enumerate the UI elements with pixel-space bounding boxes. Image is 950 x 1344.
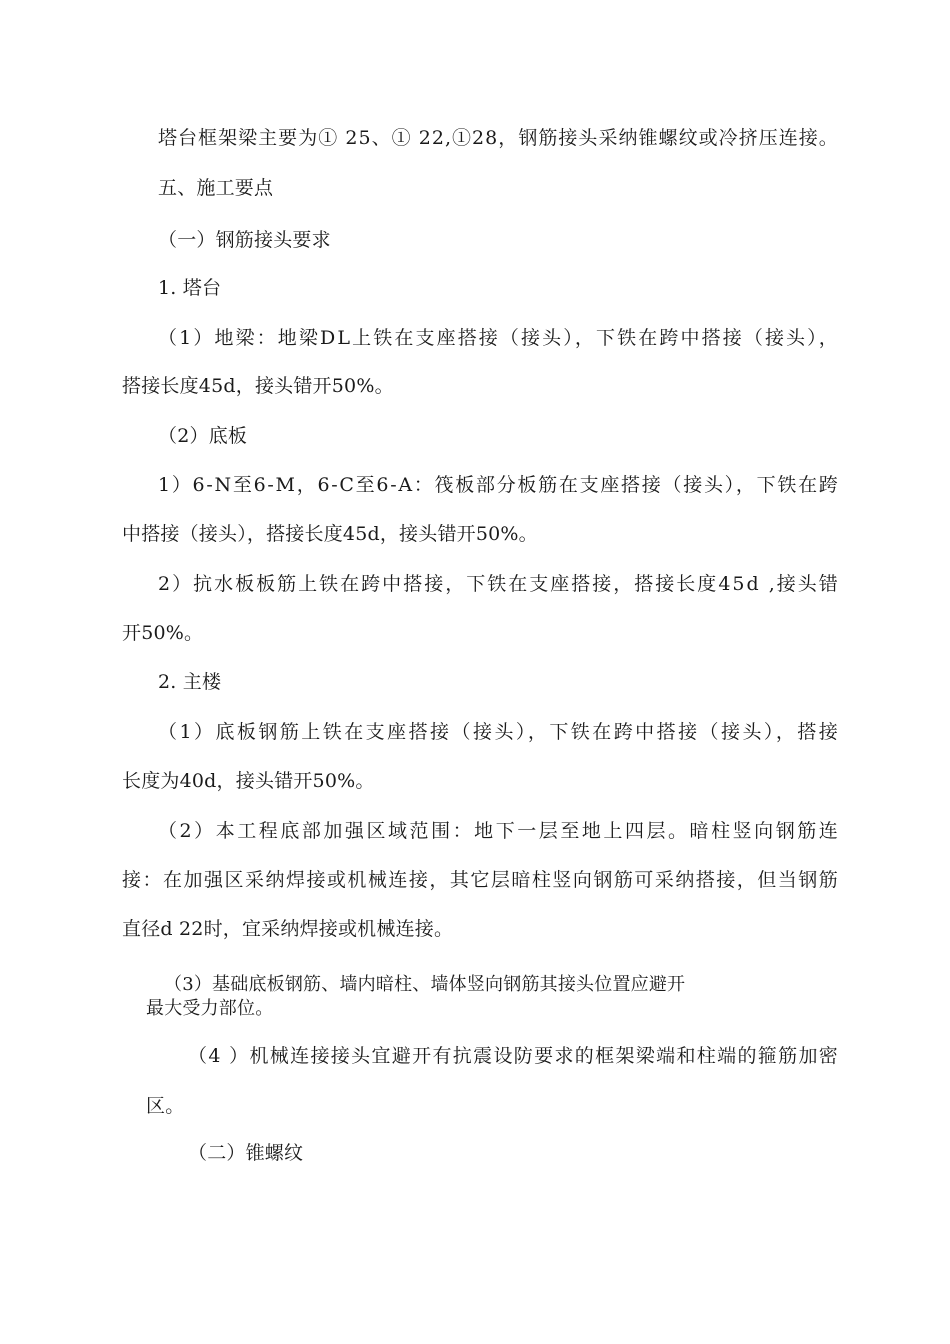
paragraph-ground-beam-line1: （1）地梁：地梁DL上铁在支座搭接（接头），下铁在跨中搭接（接头）， <box>158 327 840 349</box>
paragraph-strengthen-zone-line1: （2）本工程底部加强区域范围：地下一层至地上四层。暗柱竖向钢筋连 <box>158 820 841 842</box>
paragraph-strengthen-zone-line2: 接：在加强区采纳焊接或机械连接，其它层暗柱竖向钢筋可采纳搭接，但当钢筋 <box>122 869 840 891</box>
section-heading-construction-points: 五、施工要点 <box>158 177 274 199</box>
paragraph-strengthen-zone-line3: 直径d 22时，宜采纳焊接或机械连接。 <box>122 918 454 940</box>
paragraph-beam-rebar: 塔台框架梁主要为① 25、① 22,①28，钢筋接头采纳锥螺纹或冷挤压连接。 <box>158 127 839 149</box>
paragraph-waterproof-slab-line1: 2）抗水板板筋上铁在跨中搭接，下铁在支座搭接，搭接长度45d ,接头错 <box>158 573 840 595</box>
paragraph-raft-slab-line2: 中搭接（接头），搭接长度45d，接头错开50%。 <box>122 523 538 545</box>
paragraph-joint-position-line2: 最大受力部位。 <box>146 998 274 1019</box>
paragraph-joint-position-line1: （3）基础底板钢筋、墙内暗柱、墙体竖向钢筋其接头位置应避开 <box>164 974 686 995</box>
subsection-heading-joint-requirements: （一）钢筋接头要求 <box>158 229 331 251</box>
item-heading-main-building: 2. 主楼 <box>158 671 222 693</box>
paragraph-main-slab-line2: 长度为40d，接头错开50%。 <box>122 770 375 792</box>
paragraph-raft-slab-line1: 1）6-N至6-M，6-C至6-A：筏板部分板筋在支座搭接（接头），下铁在跨 <box>158 474 840 496</box>
item-heading-base-slab: （2）底板 <box>158 425 248 447</box>
paragraph-main-slab-line1: （1）底板钢筋上铁在支座搭接（接头），下铁在跨中搭接（接头），搭接 <box>158 721 841 743</box>
subsection-heading-taper-thread: （二）锥螺纹 <box>188 1142 304 1164</box>
paragraph-mechanical-joint-line2: 区。 <box>146 1095 185 1117</box>
item-heading-tower-platform: 1. 塔台 <box>158 277 222 299</box>
paragraph-ground-beam-line2: 搭接长度45d，接头错开50%。 <box>122 375 394 397</box>
paragraph-waterproof-slab-line2: 开50%。 <box>122 622 204 644</box>
paragraph-mechanical-joint-line1: （4 ）机械连接接头宜避开有抗震设防要求的框架梁端和柱端的箍筋加密 <box>188 1045 840 1067</box>
